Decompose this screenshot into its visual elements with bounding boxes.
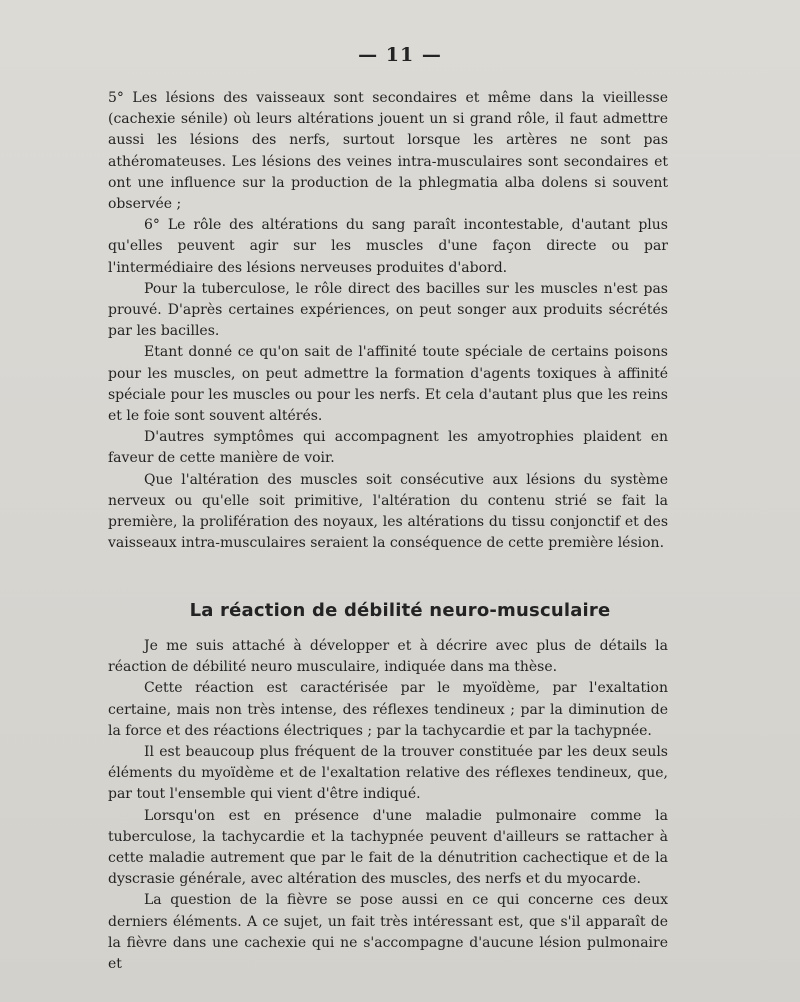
paragraph-attache: Je me suis attaché à développer et à décrire avec plus de détails la réaction de débilité neuro musculaire, indiquée dans ma thèse. [108, 638, 668, 676]
paragraph-alteration-muscles: Que l'altération des muscles soit consécutive aux lésions du système nerveux ou qu'elle soit primitive, l'altération du contenu strié se fait la première, la prolifération des noyaux, les altérations du tissu conjonctif et des vaisseaux intra-musculaires seraient la conséquence de cette première lésion. [108, 471, 668, 552]
paragraph-tuberculose: Pour la tuberculose, le rôle direct des bacilles sur les muscles n'est pas prouvé. D'après certaines expériences, on peut songer aux produits sécrétés par les bacilles. [108, 280, 668, 340]
section-heading: La réaction de débilité neuro-musculaire [189, 600, 611, 621]
paragraph-caracterisee: Cette réaction est caractérisée par le myoïdème, par l'exaltation certaine, mais non très intense, des réflexes tendineux ; par la diminution de la force et des réactions électriques ; par la tachycardie et par la tachypnée. [108, 680, 668, 739]
paragraph-alterations-sang: 6° Le rôle des altérations du sang paraît incontestable, d'autant plus qu'elles peuvent agir sur les muscles d'une façon directe ou par l'intermédiaire des lésions nerveuses produites d'abord. [108, 217, 668, 276]
text-block-bottom [108, 636, 668, 975]
paragraph-fievre: La question de la fièvre se pose aussi en ce qui concerne ces deux derniers éléments. A ce sujet, un fait très intéressant est, que s'il apparaît de la fièvre dans une cachexie qui ne s'accompagne d'aucune lésion pulmonaire et [108, 892, 668, 973]
paragraph-frequent: Il est beaucoup plus fréquent de la trouver constituée par les deux seuls éléments du myoïdème et de l'exaltation relative des réflexes tendineux, que, par tout l'ensemble qui vient d'être indiqué. [108, 744, 668, 803]
paragraph-lesions-vaisseaux: 5° Les lésions des vaisseaux sont secondaires et même dans la vieillesse (cachexie sénile) où leurs altérations jouent un si grand rôle, il faut admettre aussi les lésions des nerfs, surtout lorsque les artères ne sont pas athéromateuses. Les lésions des veines intra-musculaires sont secondaires et ont une influence sur la production de la phlegmatia alba dolens si souvent observée ; [108, 90, 668, 213]
page-number: — 11 — [358, 44, 442, 66]
paragraph-symptomes: D'autres symptômes qui accompagnent les amyotrophies plaident en faveur de cette manière de voir. [108, 429, 668, 467]
paragraph-poisons: Etant donné ce qu'on sait de l'affinité toute spéciale de certains poisons pour les muscles, on peut admettre la formation d'agents toxiques à affinité spéciale pour les muscles ou pour les nerfs. Et cela d'autant plus que les reins et le foie sont souvent altérés. [108, 344, 668, 425]
paragraph-maladie-pulmonaire: Lorsqu'on est en présence d'une maladie pulmonaire comme la tuberculose, la tachycardie et la tachypnée peuvent d'ailleurs se rattacher à cette maladie autrement que par le fait de la dénutrition cachectique et de la dyscrasie générale, avec altération des muscles, des nerfs et du myocarde. [108, 807, 668, 888]
text-block-top [108, 88, 668, 554]
